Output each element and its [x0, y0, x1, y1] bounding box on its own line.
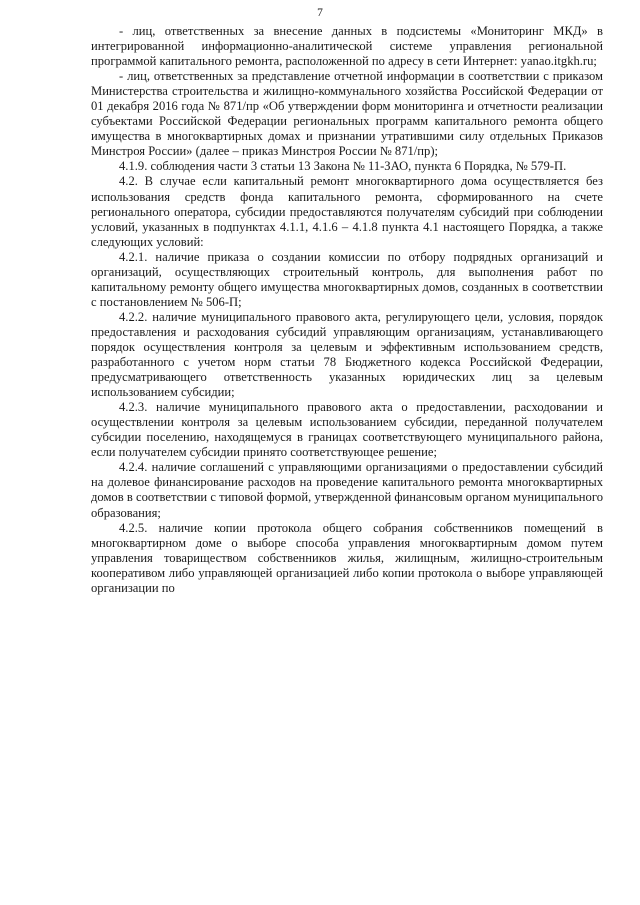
paragraph-4-2-4: 4.2.4. наличие соглашений с управляющими организациями о предоставлении субсидий на долевое финансирование расходов на проведение капитального ремонта многоквартирных домов в соответствии с типовой формой, утвержденной финансовым органом муниципального образования; — [91, 460, 603, 520]
paragraph-list-item-reporting: - лиц, ответственных за представление отчетной информации в соответствии с приказом Министерства строительства и жилищно-коммунального хозяйства Российской Федерации от 01 декабря 2016 года № 871/пр «Об утверждении форм мониторинга и отчетности реализации субъектами Российской Федерации региональных программ капитального ремонта общего имущества в многоквартирных домах и признании утратившими силу отдельных Приказов Минстроя России» (далее – приказ Минстроя России № 871/пр); — [91, 69, 603, 159]
paragraph-4-2-3: 4.2.3. наличие муниципального правового акта о предоставлении, расходовании и осуществлении контроля за целевым использованием субсидии, переданной получателем субсидии поселению, находящемуся в границах соответствующего муниципального района, если получателем субсидии принято соответствующее решение; — [91, 400, 603, 460]
document-body — [91, 24, 603, 596]
paragraph-list-item-monitoring-mkd: - лиц, ответственных за внесение данных в подсистемы «Мониторинг МКД» в интегрированной информационно-аналитической системе управления региональной программой капитального ремонта, расположенной по адресу в сети Интернет: yanao.itgkh.ru; — [91, 24, 603, 69]
page-number: 7 — [317, 7, 323, 19]
paragraph-4-1-9: 4.1.9. соблюдения части 3 статьи 13 Закона № 11-ЗАО, пункта 6 Порядка, № 579-П. — [119, 159, 567, 174]
paragraph-4-2-2: 4.2.2. наличие муниципального правового акта, регулирующего цели, условия, порядок предоставления и расходования субсидий управляющим организациям, устанавливающего порядок осуществления контроля за целевым и эффективным использованием средств, разработанного с учетом норм статьи 78 Бюджетного кодекса Российской Федерации, предусматривающего ответственность указанных юридических лиц за целевым использованием субсидии; — [91, 309, 603, 400]
paragraph-4-2-5: 4.2.5. наличие копии протокола общего собрания собственников помещений в многоквартирном доме о выборе способа управления многоквартирным домом путем управления товариществом собственников жилья, жилищным, жилищно-строительным кооперативом либо управляющей организацией либо копии протокола о выборе управляющей организации по — [91, 520, 603, 595]
paragraph-4-2: 4.2. В случае если капитальный ремонт многоквартирного дома осуществляется без использования средств фонда капитального ремонта, сформированного на счете регионального оператора, субсидии предоставляются получателям субсидий при соблюдении условий, указанных в подпунктах 4.1.1, 4.1.6 – 4.1.8 пункта 4.1 настоящего Порядка, а также следующих условий: — [91, 174, 603, 249]
paragraph-4-2-1: 4.2.1. наличие приказа о создании комиссии по отбору подрядных организаций и организаций, осуществляющих строительный контроль, для выполнения работ по капитальному ремонту общего имущества многоквартирных домов, созданных в соответствии с постановлением № 506-П; — [91, 249, 603, 309]
